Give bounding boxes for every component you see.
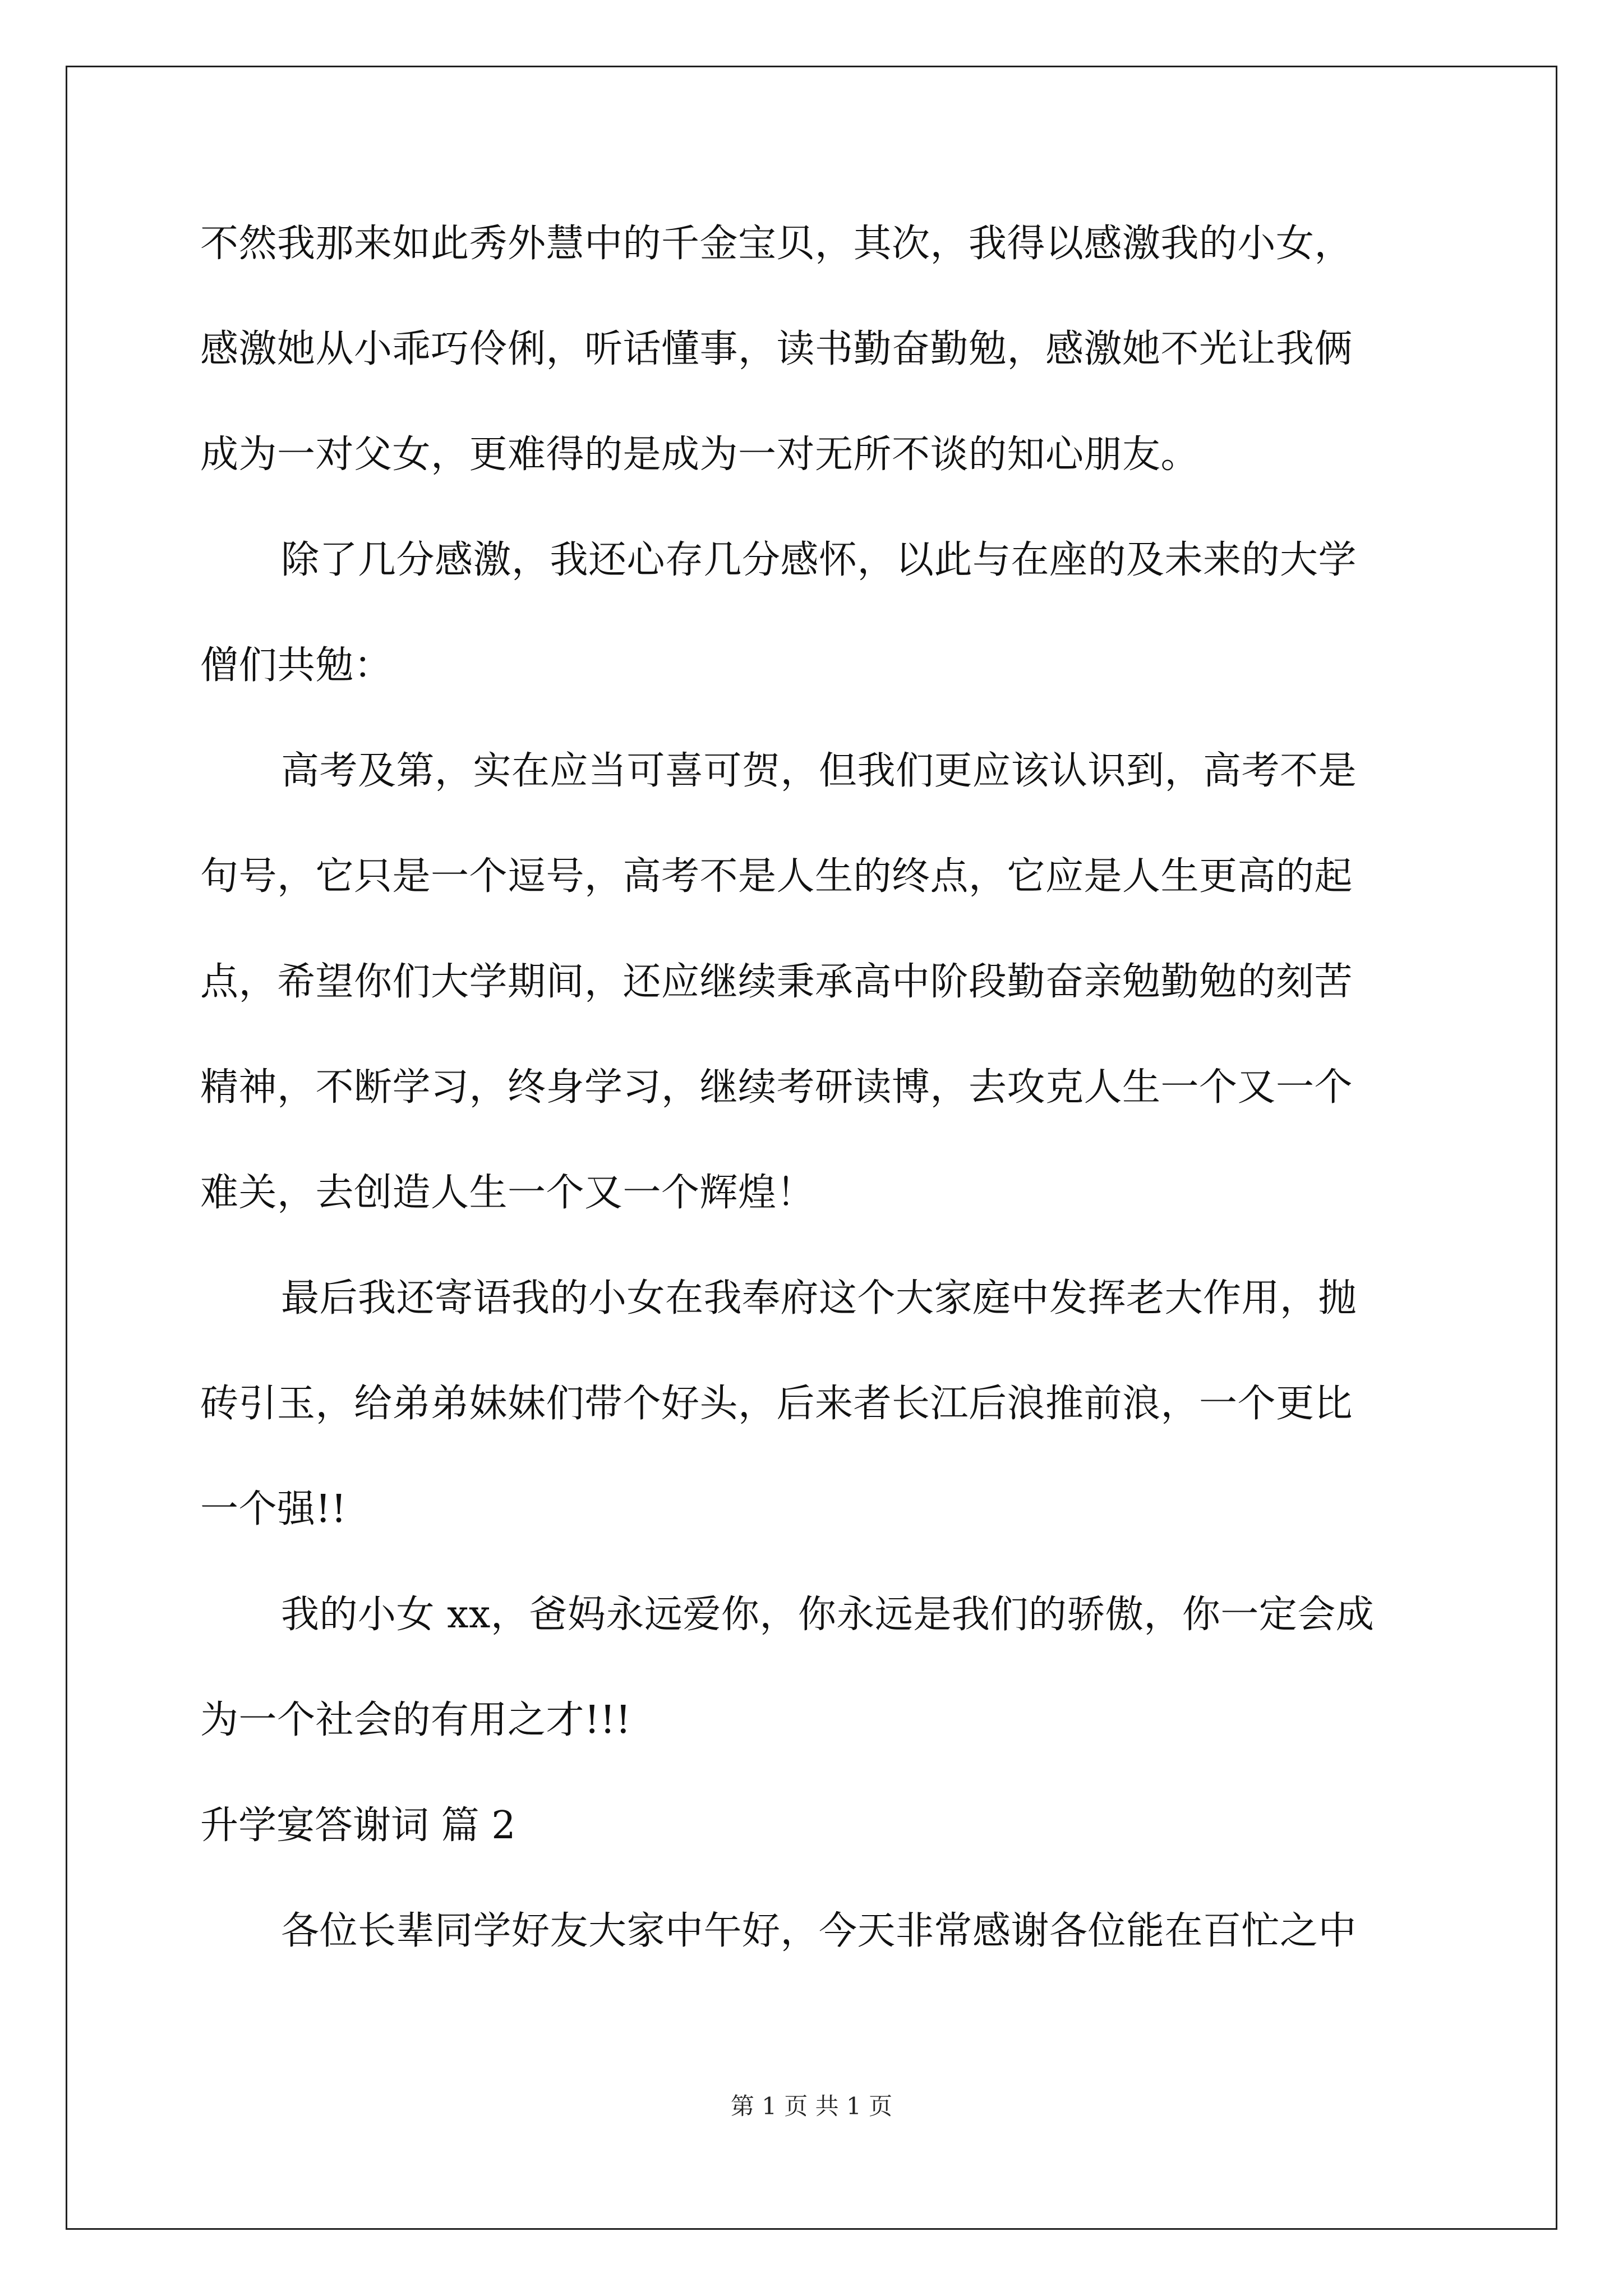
text-line: 一个强!! [200,1487,347,1531]
text-line: 高考及第，实在应当可喜可贺，但我们更应该认识到，高考不是 [281,749,1357,793]
text-line: 各位长辈同学好友大家中午好，今天非常感谢各位能在百忙之中 [281,1909,1357,1953]
text-line: 精神，不断学习，终身学习，继续考研读博，去攻克人生一个又一个 [200,1065,1353,1110]
text-line: 难关，去创造人生一个又一个辉煌！ [200,1171,815,1215]
text-line: 点，希望你们大学期间，还应继续秉承高中阶段勤奋亲勉勤勉的刻苦 [200,960,1353,1004]
text-line: 僧们共勉： [200,643,393,688]
section-heading: 升学宴答谢词 篇 2 [200,1803,516,1848]
text-line: 不然我那来如此秀外慧中的千金宝贝，其次，我得以感激我的小女， [200,222,1353,266]
text-line: 感激她从小乖巧伶俐，听话懂事，读书勤奋勤勉，感激她不光让我俩 [200,327,1353,371]
text-line: 成为一对父女，更难得的是成为一对无所不谈的知心朋友。 [200,432,1200,477]
text-line: 我的小女 xx，爸妈永远爱你，你永远是我们的骄傲，你一定会成 [281,1593,1375,1637]
text-line: 砖引玉，给弟弟妹妹们带个好头，后来者长江后浪推前浪，一个更比 [200,1382,1353,1426]
document-body [200,224,1423,2017]
text-line: 为一个社会的有用之才!!! [200,1698,631,1742]
text-line: 除了几分感激，我还心存几分感怀，以此与在座的及未来的大学 [281,538,1357,582]
text-line: 最后我还寄语我的小女在我奉府这个大家庭中发挥老大作用，抛 [281,1276,1357,1320]
text-line: 句号，它只是一个逗号，高考不是人生的终点，它应是人生更高的起 [200,854,1353,899]
page-footer: 第 1 页 共 1 页 [730,2092,893,2120]
